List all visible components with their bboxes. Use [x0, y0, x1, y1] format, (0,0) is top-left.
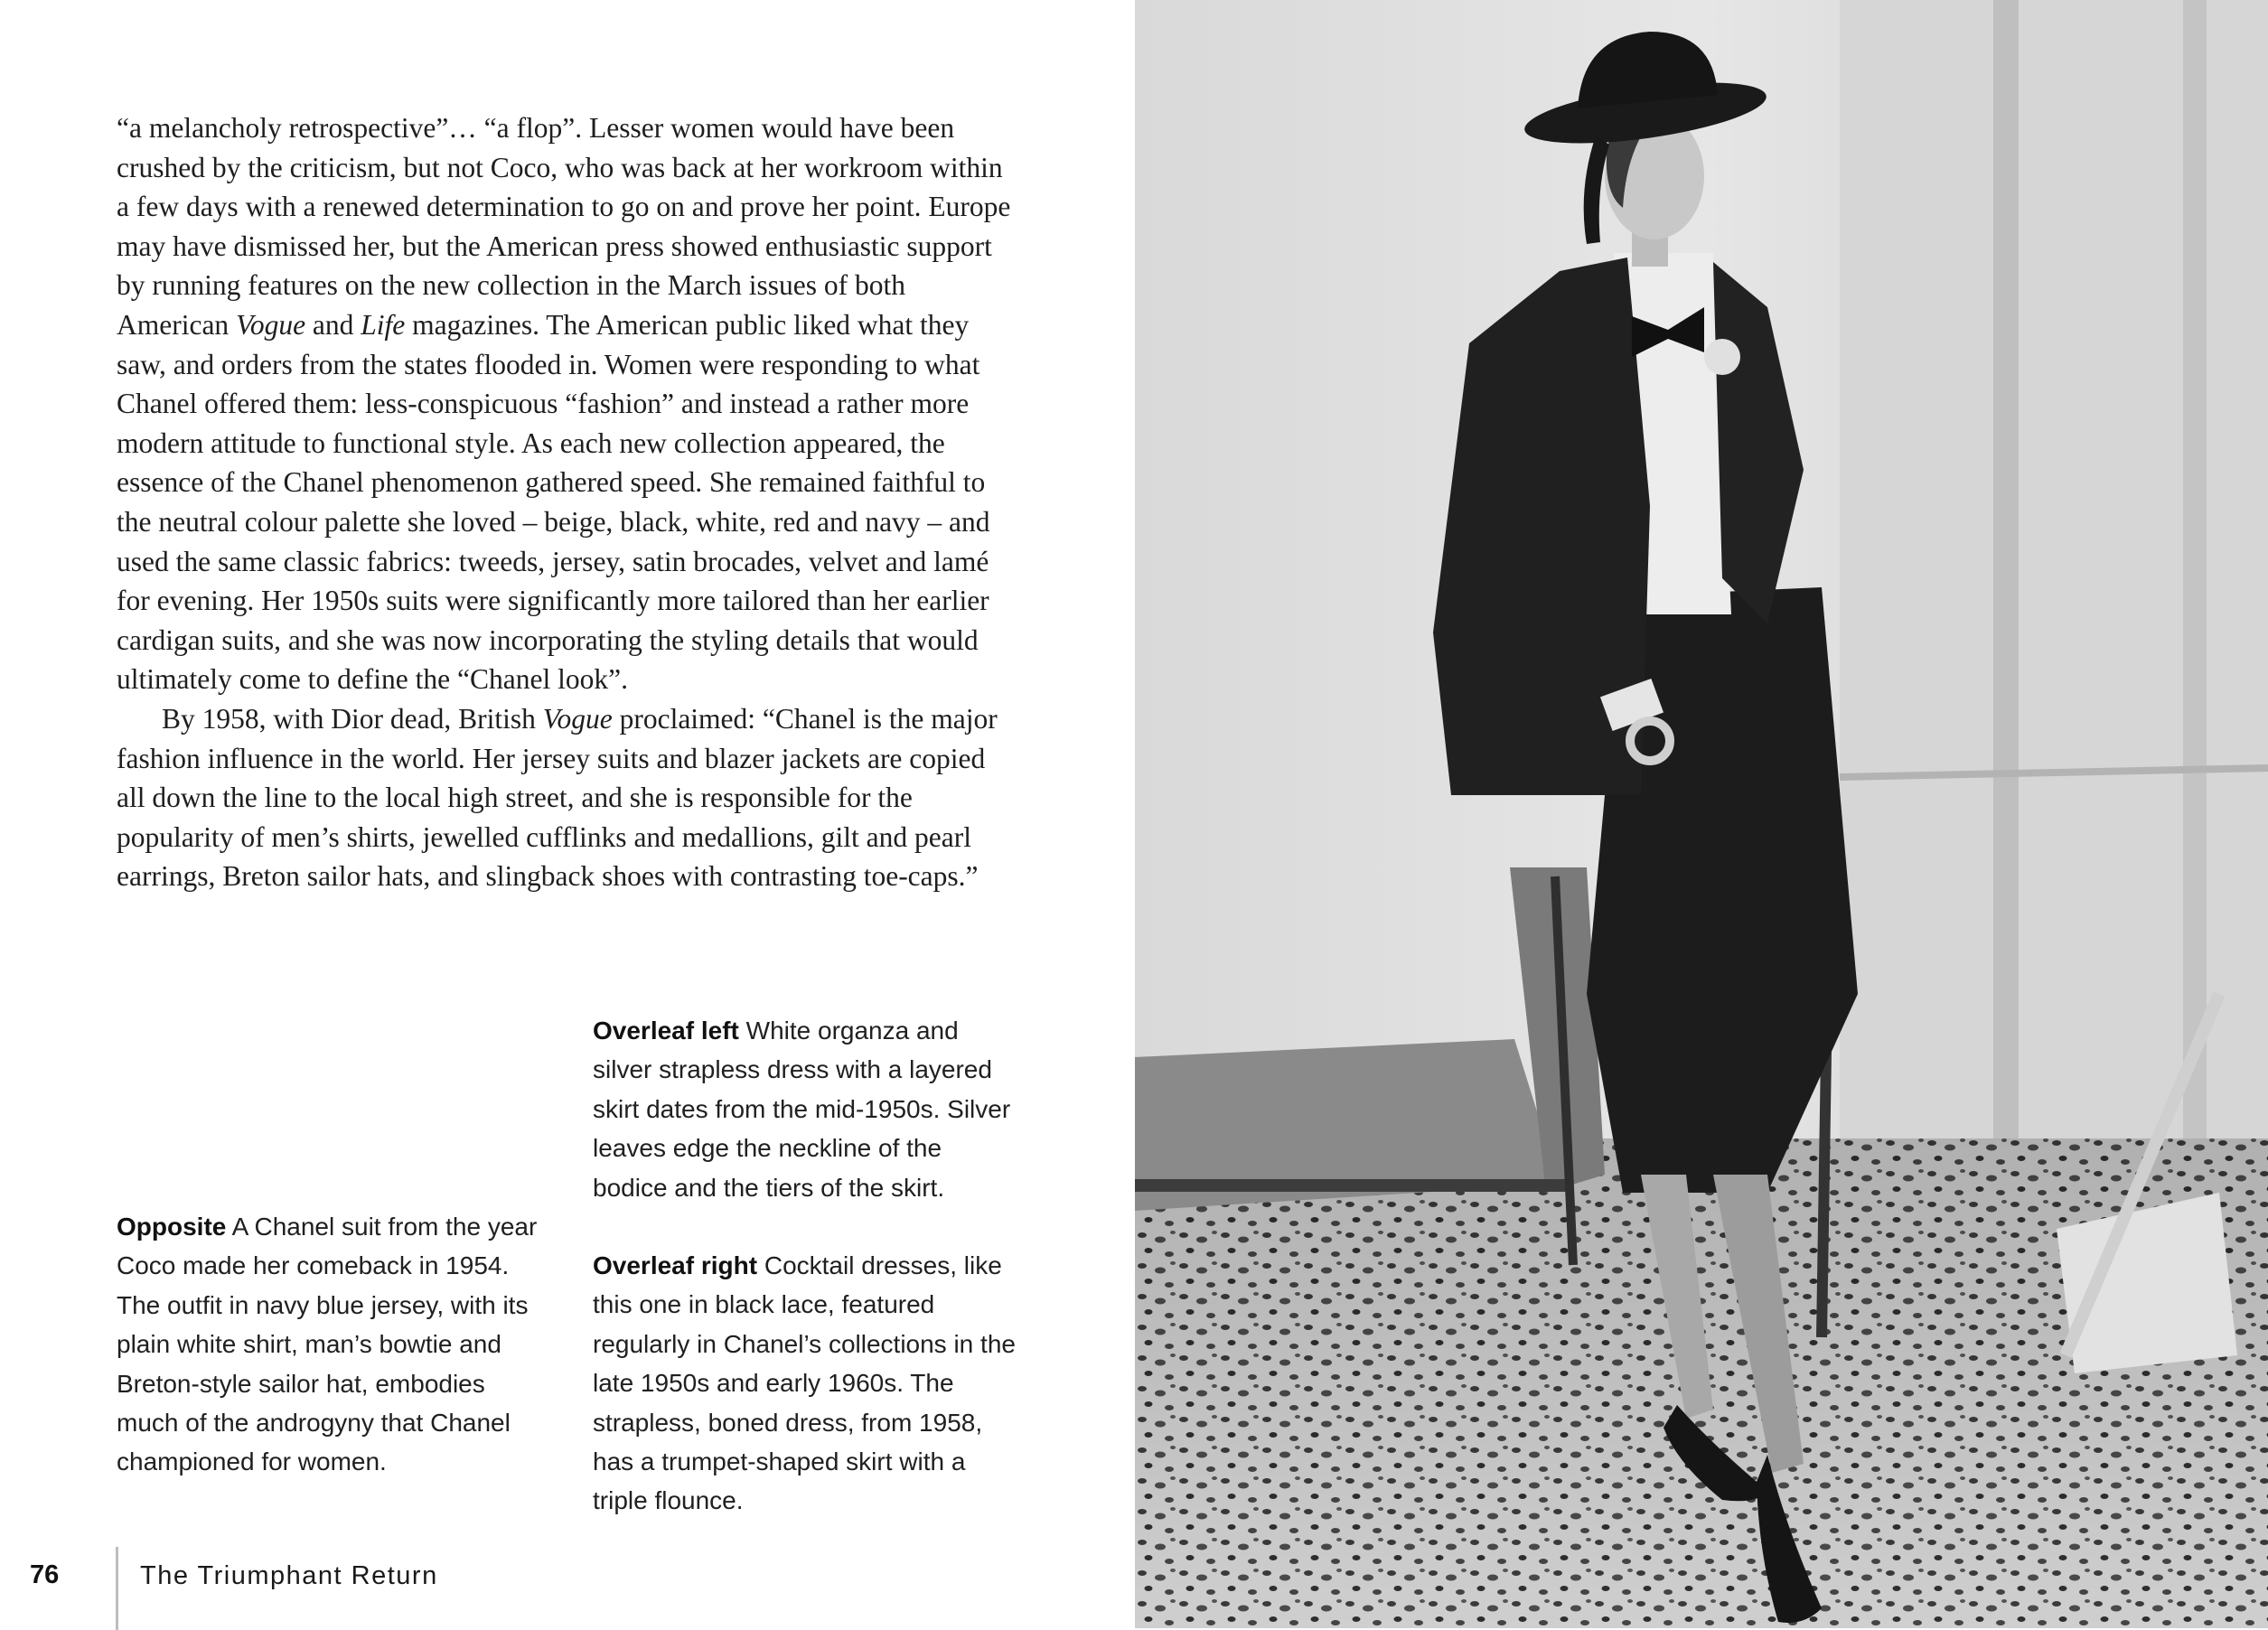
- folio-divider: [116, 1547, 118, 1630]
- caption-label: Overleaf left: [593, 1016, 739, 1045]
- magazine-title-life: Life: [361, 308, 406, 341]
- body-text-run: and: [305, 308, 361, 341]
- body-text-run: By 1958, with Dior dead, British: [162, 702, 543, 735]
- body-text-run: magazines. The American public liked what they saw, and orders from the states flooded in. Women were responding to what Chanel offered them: less-conspicuous “fashion” and instead a rather more modern attitude to functional style. As each new collection appeared, the essence of the Chanel phenomenon gathered speed. She remained faithful to the neutral colour palette she loved – beige, black, white, red and navy – and used the same classic fabrics: tweeds, jersey, satin brocades, velvet and lamé for evening. Her 1950s suits were significantly more tailored than her earlier cardigan suits, and she was now incorporating the styling details that would ultimately come to define the “Chanel look”.: [117, 308, 990, 696]
- caption-overleaf-right: [593, 1246, 1017, 1521]
- caption-label: Opposite: [117, 1213, 227, 1241]
- caption-text: A Chanel suit from the year Coco made her comeback in 1954. The outfit in navy blue jersey, with its plain white shirt, man’s bowtie and Breton-style sailor hat, embodies much of the androgyny that Chanel championed for women.: [117, 1213, 538, 1476]
- caption-label: Overleaf right: [593, 1251, 758, 1279]
- camellia-brooch: [1704, 339, 1740, 375]
- magazine-title-vogue: Vogue: [542, 702, 613, 735]
- left-page: [0, 0, 1135, 1628]
- running-head: The Triumphant Return: [140, 1561, 438, 1590]
- body-text-run: proclaimed: “Chanel is the major fashion influence in the world. Her jersey suits and blazer jackets are copied all down the line to the local high street, and she is responsible for the popularity of men’s shirts, jewelled cufflinks and medallions, gilt and pearl earrings, Breton sailor hats, and slingback shoes with contrasting toe-caps.”: [117, 702, 998, 893]
- photo-illustration: [1135, 0, 2268, 1628]
- caption-overleaf-left: [593, 1011, 1017, 1207]
- caption-opposite: [117, 1207, 541, 1482]
- page-number: 76: [30, 1560, 60, 1589]
- magazine-title-vogue: Vogue: [236, 308, 306, 341]
- caption-text: Cocktail dresses, like this one in black lace, featured regularly in Chanel’s collections in the late 1950s and early 1960s. The strapless, boned dress, from 1958, has a trumpet-shaped skirt with a triple flounce.: [593, 1251, 1016, 1515]
- body-paragraph-1: [117, 108, 1011, 699]
- body-text-run: “a melancholy retrospective”… “a flop”. Lesser women would have been crushed by the criticism, but not Coco, who was back at her workroom within a few days with a renewed determination to go on and prove her point. Europe may have dismissed her, but the American press showed enthusiastic support by running features on the new collection in the March issues of both American: [117, 112, 1011, 341]
- photo-of-model-in-chanel-suit: [1135, 0, 2268, 1628]
- body-text: [117, 108, 1011, 896]
- caption-text: White organza and silver strapless dress with a layered skirt dates from the mid-1950s. Silver leaves edge the neckline of the bodice and the tiers of the skirt.: [593, 1016, 1011, 1202]
- body-paragraph-2: [117, 699, 1011, 896]
- lounge-chair-frame: [1135, 1179, 1569, 1192]
